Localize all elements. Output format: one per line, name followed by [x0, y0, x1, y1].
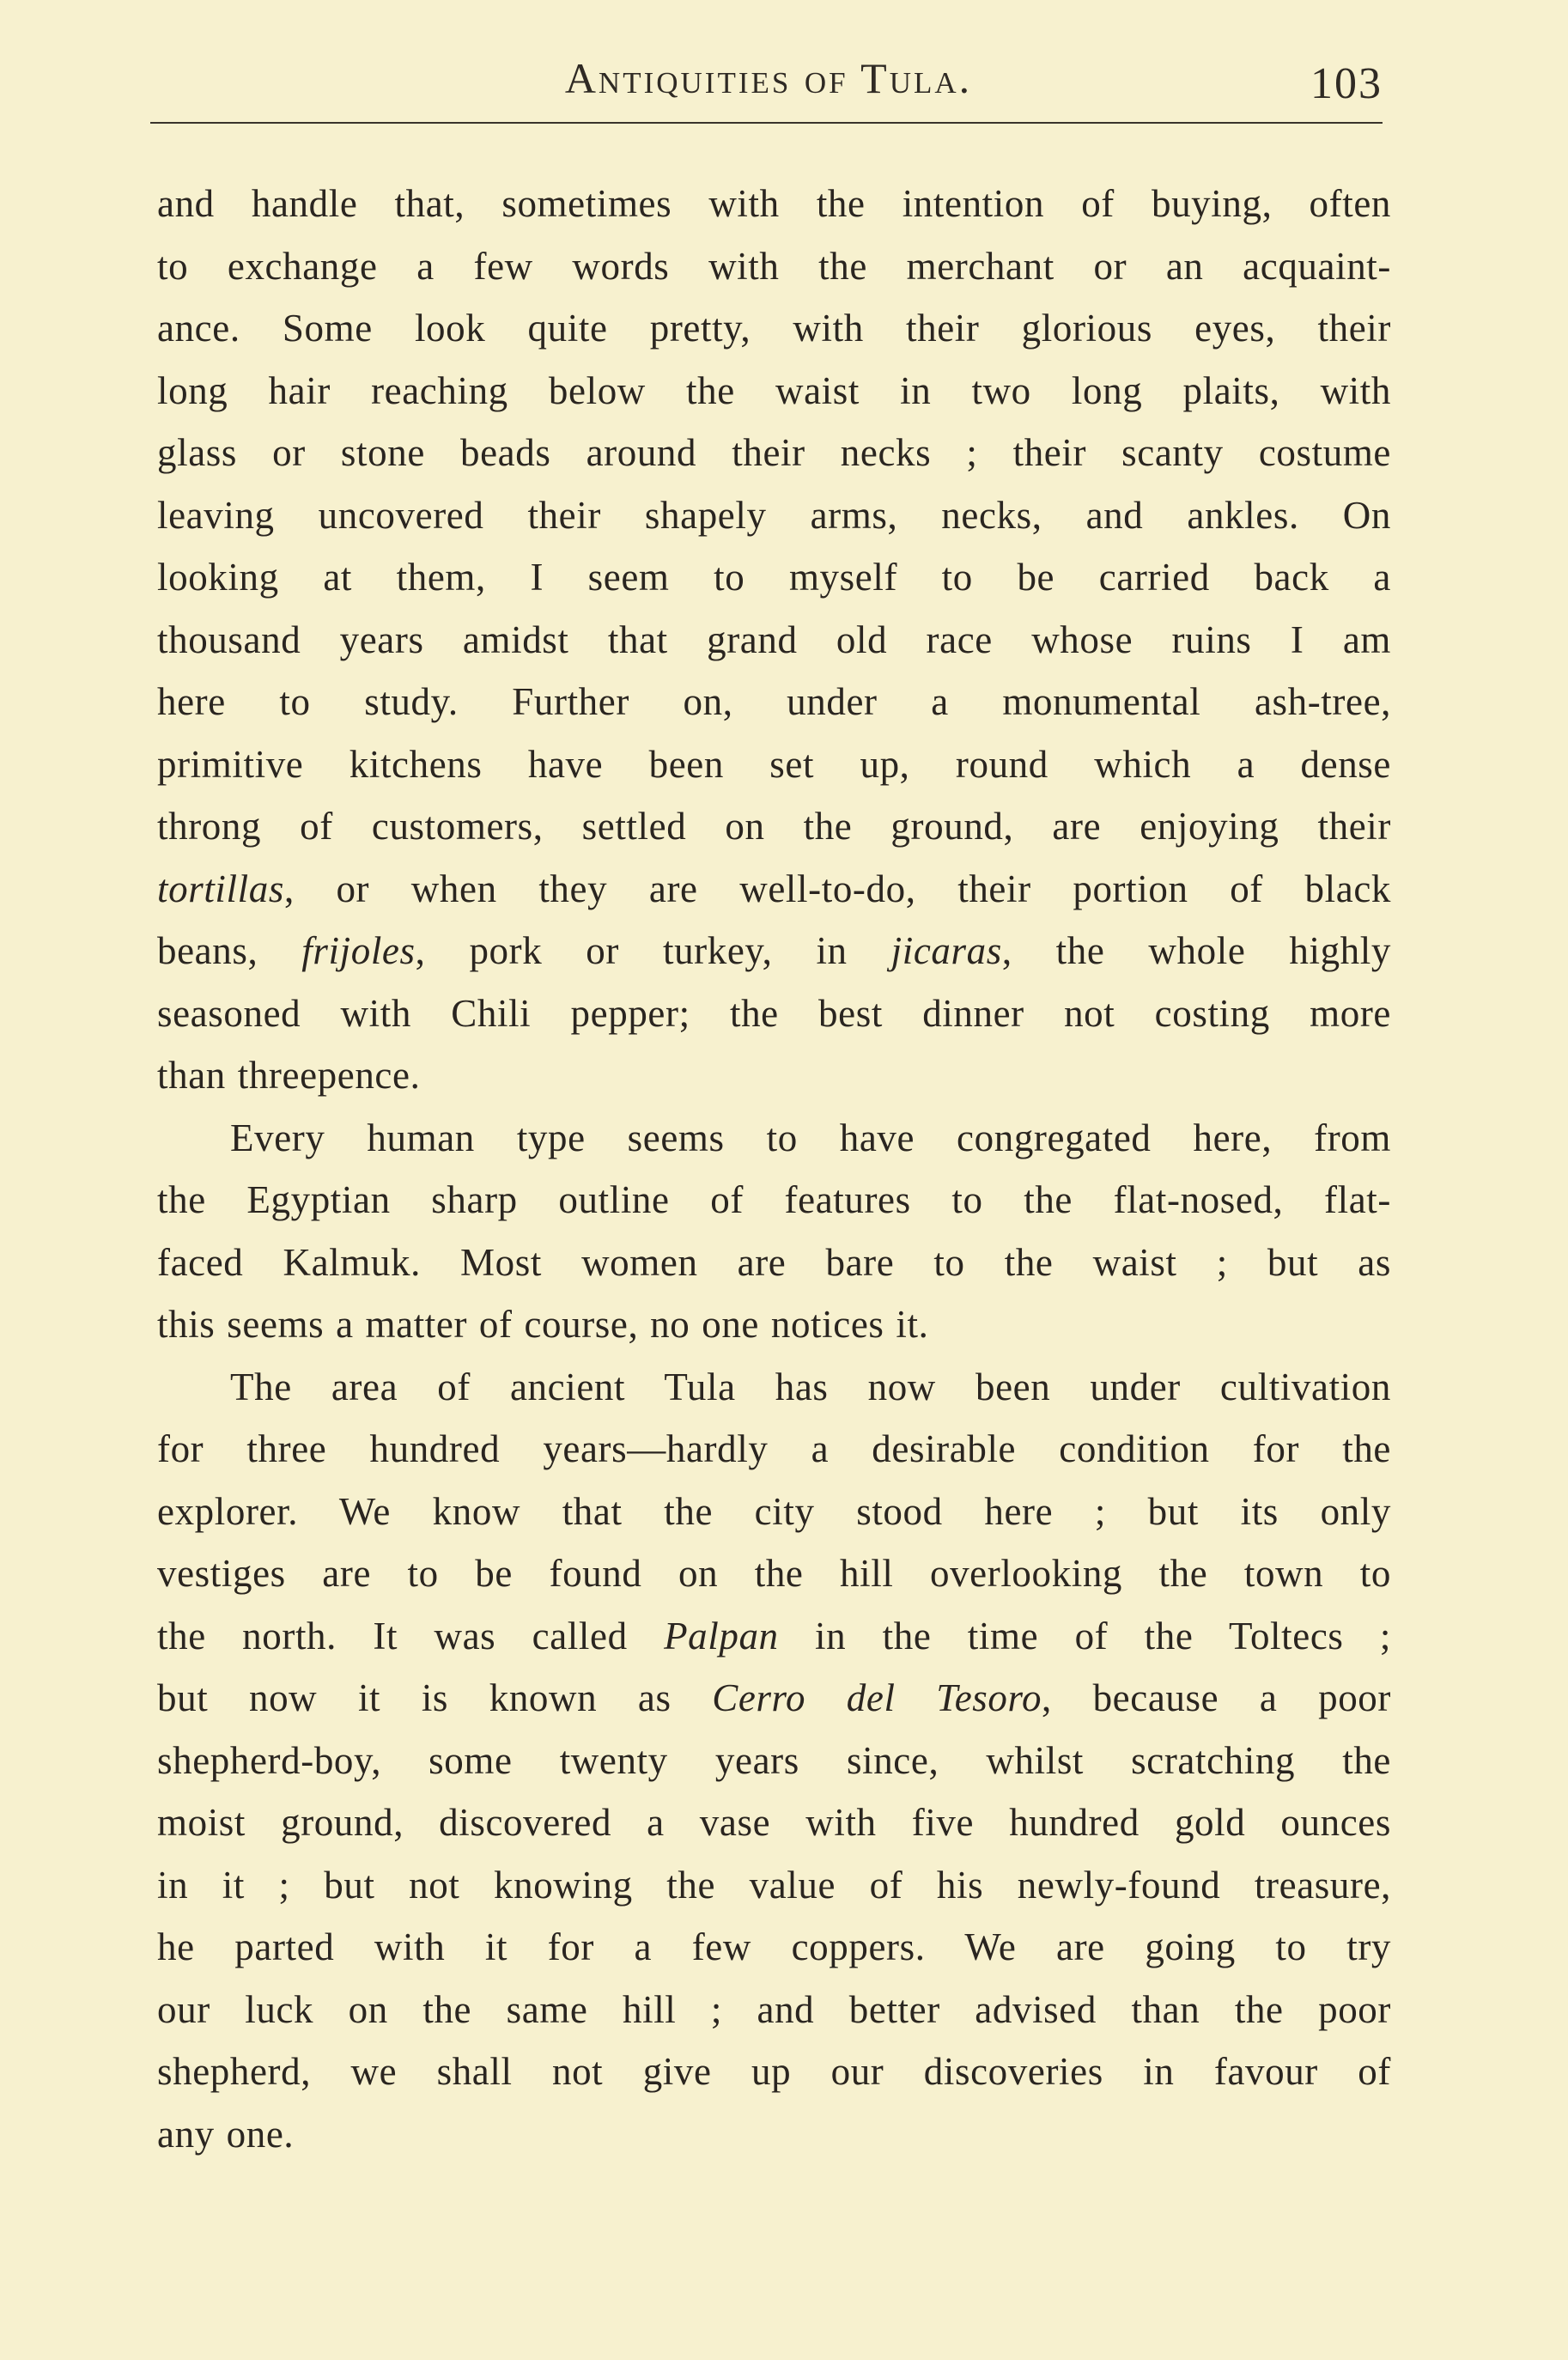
text-run: , because a poor — [1042, 1676, 1391, 1719]
italic-term: Palpan — [664, 1614, 779, 1657]
text-line — [157, 982, 1391, 1045]
text-line — [157, 671, 1391, 733]
paragraph — [157, 1356, 1391, 2166]
text-line — [157, 1293, 1391, 1356]
text-run: seasoned with Chili pepper; the best dinner not costing more — [157, 991, 1391, 1035]
text-run: here to study. Further on, under a monumental ash-tree, — [157, 680, 1391, 723]
text-line — [157, 360, 1391, 423]
text-run: and handle that, sometimes with the intention of buying, often — [157, 182, 1391, 225]
text-run: , pork or turkey, in — [415, 929, 891, 972]
header-rule — [150, 122, 1383, 124]
text-run: thousand years amidst that grand old race whose ruins I am — [157, 617, 1391, 661]
text-run: Every human type seems to have congregated here, from — [230, 1116, 1391, 1159]
text-run: but now it is known as — [157, 1676, 713, 1719]
text-line — [157, 1418, 1391, 1481]
text-line — [157, 1730, 1391, 1792]
text-line — [157, 858, 1391, 921]
text-run: shepherd-boy, some twenty years since, whilst scratching the — [157, 1738, 1391, 1782]
text-run: this seems a matter of course, no one notices it. — [157, 1303, 929, 1346]
text-line — [157, 1542, 1391, 1605]
text-line — [157, 1605, 1391, 1668]
text-run: than threepence. — [157, 1054, 421, 1097]
text-run: , or when they are well-to-do, their portion of black — [283, 867, 1391, 910]
text-run: shepherd, we shall not give up our discoveries in favour of — [157, 2050, 1391, 2093]
paragraph — [157, 173, 1391, 1107]
text-line — [157, 1979, 1391, 2041]
italic-term: jicaras — [890, 929, 1002, 972]
text-run: explorer. We know that the city stood here ; but its only — [157, 1489, 1391, 1533]
italic-term: tortillas — [157, 867, 284, 910]
text-line — [157, 920, 1391, 982]
text-run: moist ground, discovered a vase with five hundred gold ounces — [157, 1801, 1391, 1844]
text-run: beans, — [157, 929, 302, 972]
text-line — [157, 1232, 1391, 1294]
text-run: long hair reaching below the waist in two long plaits, with — [157, 368, 1391, 412]
text-line — [157, 173, 1391, 235]
text-run: The area of ancient Tula has now been under cultivation — [230, 1365, 1391, 1408]
text-line — [157, 1169, 1391, 1232]
text-line — [157, 1854, 1391, 1917]
page-number: 103 — [1310, 59, 1383, 108]
text-line — [157, 609, 1391, 672]
text-line — [157, 235, 1391, 298]
text-line — [157, 1481, 1391, 1543]
text-line — [157, 2103, 1391, 2166]
text-line — [157, 1667, 1391, 1730]
text-line — [157, 1107, 1391, 1170]
text-run: the Egyptian sharp outline of features to the flat-nosed, flat- — [157, 1178, 1391, 1221]
text-line — [157, 733, 1391, 796]
text-run: in it ; but not knowing the value of his newly-found treasure, — [157, 1863, 1391, 1907]
body-text — [157, 173, 1391, 2165]
text-line — [157, 422, 1391, 484]
text-line — [157, 1791, 1391, 1854]
text-run: leaving uncovered their shapely arms, necks, and ankles. On — [157, 493, 1391, 537]
italic-term: Cerro del Tesoro — [712, 1676, 1042, 1719]
text-run: faced Kalmuk. Most women are bare to the waist ; but as — [157, 1240, 1391, 1284]
text-run: glass or stone beads around their necks ; their scanty costume — [157, 431, 1391, 474]
running-head — [155, 48, 1383, 117]
running-title: Antiquities of Tula. — [564, 54, 973, 102]
italic-term: frijoles — [301, 929, 416, 972]
text-line — [157, 1044, 1391, 1107]
text-line — [157, 1356, 1391, 1419]
text-run: vestiges are to be found on the hill overlooking the town to — [157, 1552, 1391, 1595]
paragraph — [157, 1107, 1391, 1356]
text-run: , the whole highly — [1001, 929, 1391, 972]
text-line — [157, 297, 1391, 360]
text-run: primitive kitchens have been set up, round which a dense — [157, 742, 1391, 786]
text-line — [157, 546, 1391, 609]
text-run: for three hundred years—hardly a desirable condition for the — [157, 1427, 1391, 1470]
text-line — [157, 484, 1391, 547]
text-run: any one. — [157, 2112, 295, 2156]
text-run: in the time of the Toltecs ; — [778, 1614, 1391, 1657]
text-run: he parted with it for a few coppers. We are going to try — [157, 1925, 1391, 1968]
text-run: to exchange a few words with the merchant or an acquaint- — [157, 244, 1391, 288]
text-line — [157, 795, 1391, 858]
text-line — [157, 2041, 1391, 2103]
text-run: our luck on the same hill ; and better advised than the poor — [157, 1987, 1391, 2031]
text-line — [157, 1916, 1391, 1979]
text-run: throng of customers, settled on the ground, are enjoying their — [157, 805, 1391, 848]
text-run: the north. It was called — [157, 1614, 665, 1657]
text-run: looking at them, I seem to myself to be carried back a — [157, 556, 1391, 599]
text-run: ance. Some look quite pretty, with their glorious eyes, their — [157, 307, 1391, 350]
